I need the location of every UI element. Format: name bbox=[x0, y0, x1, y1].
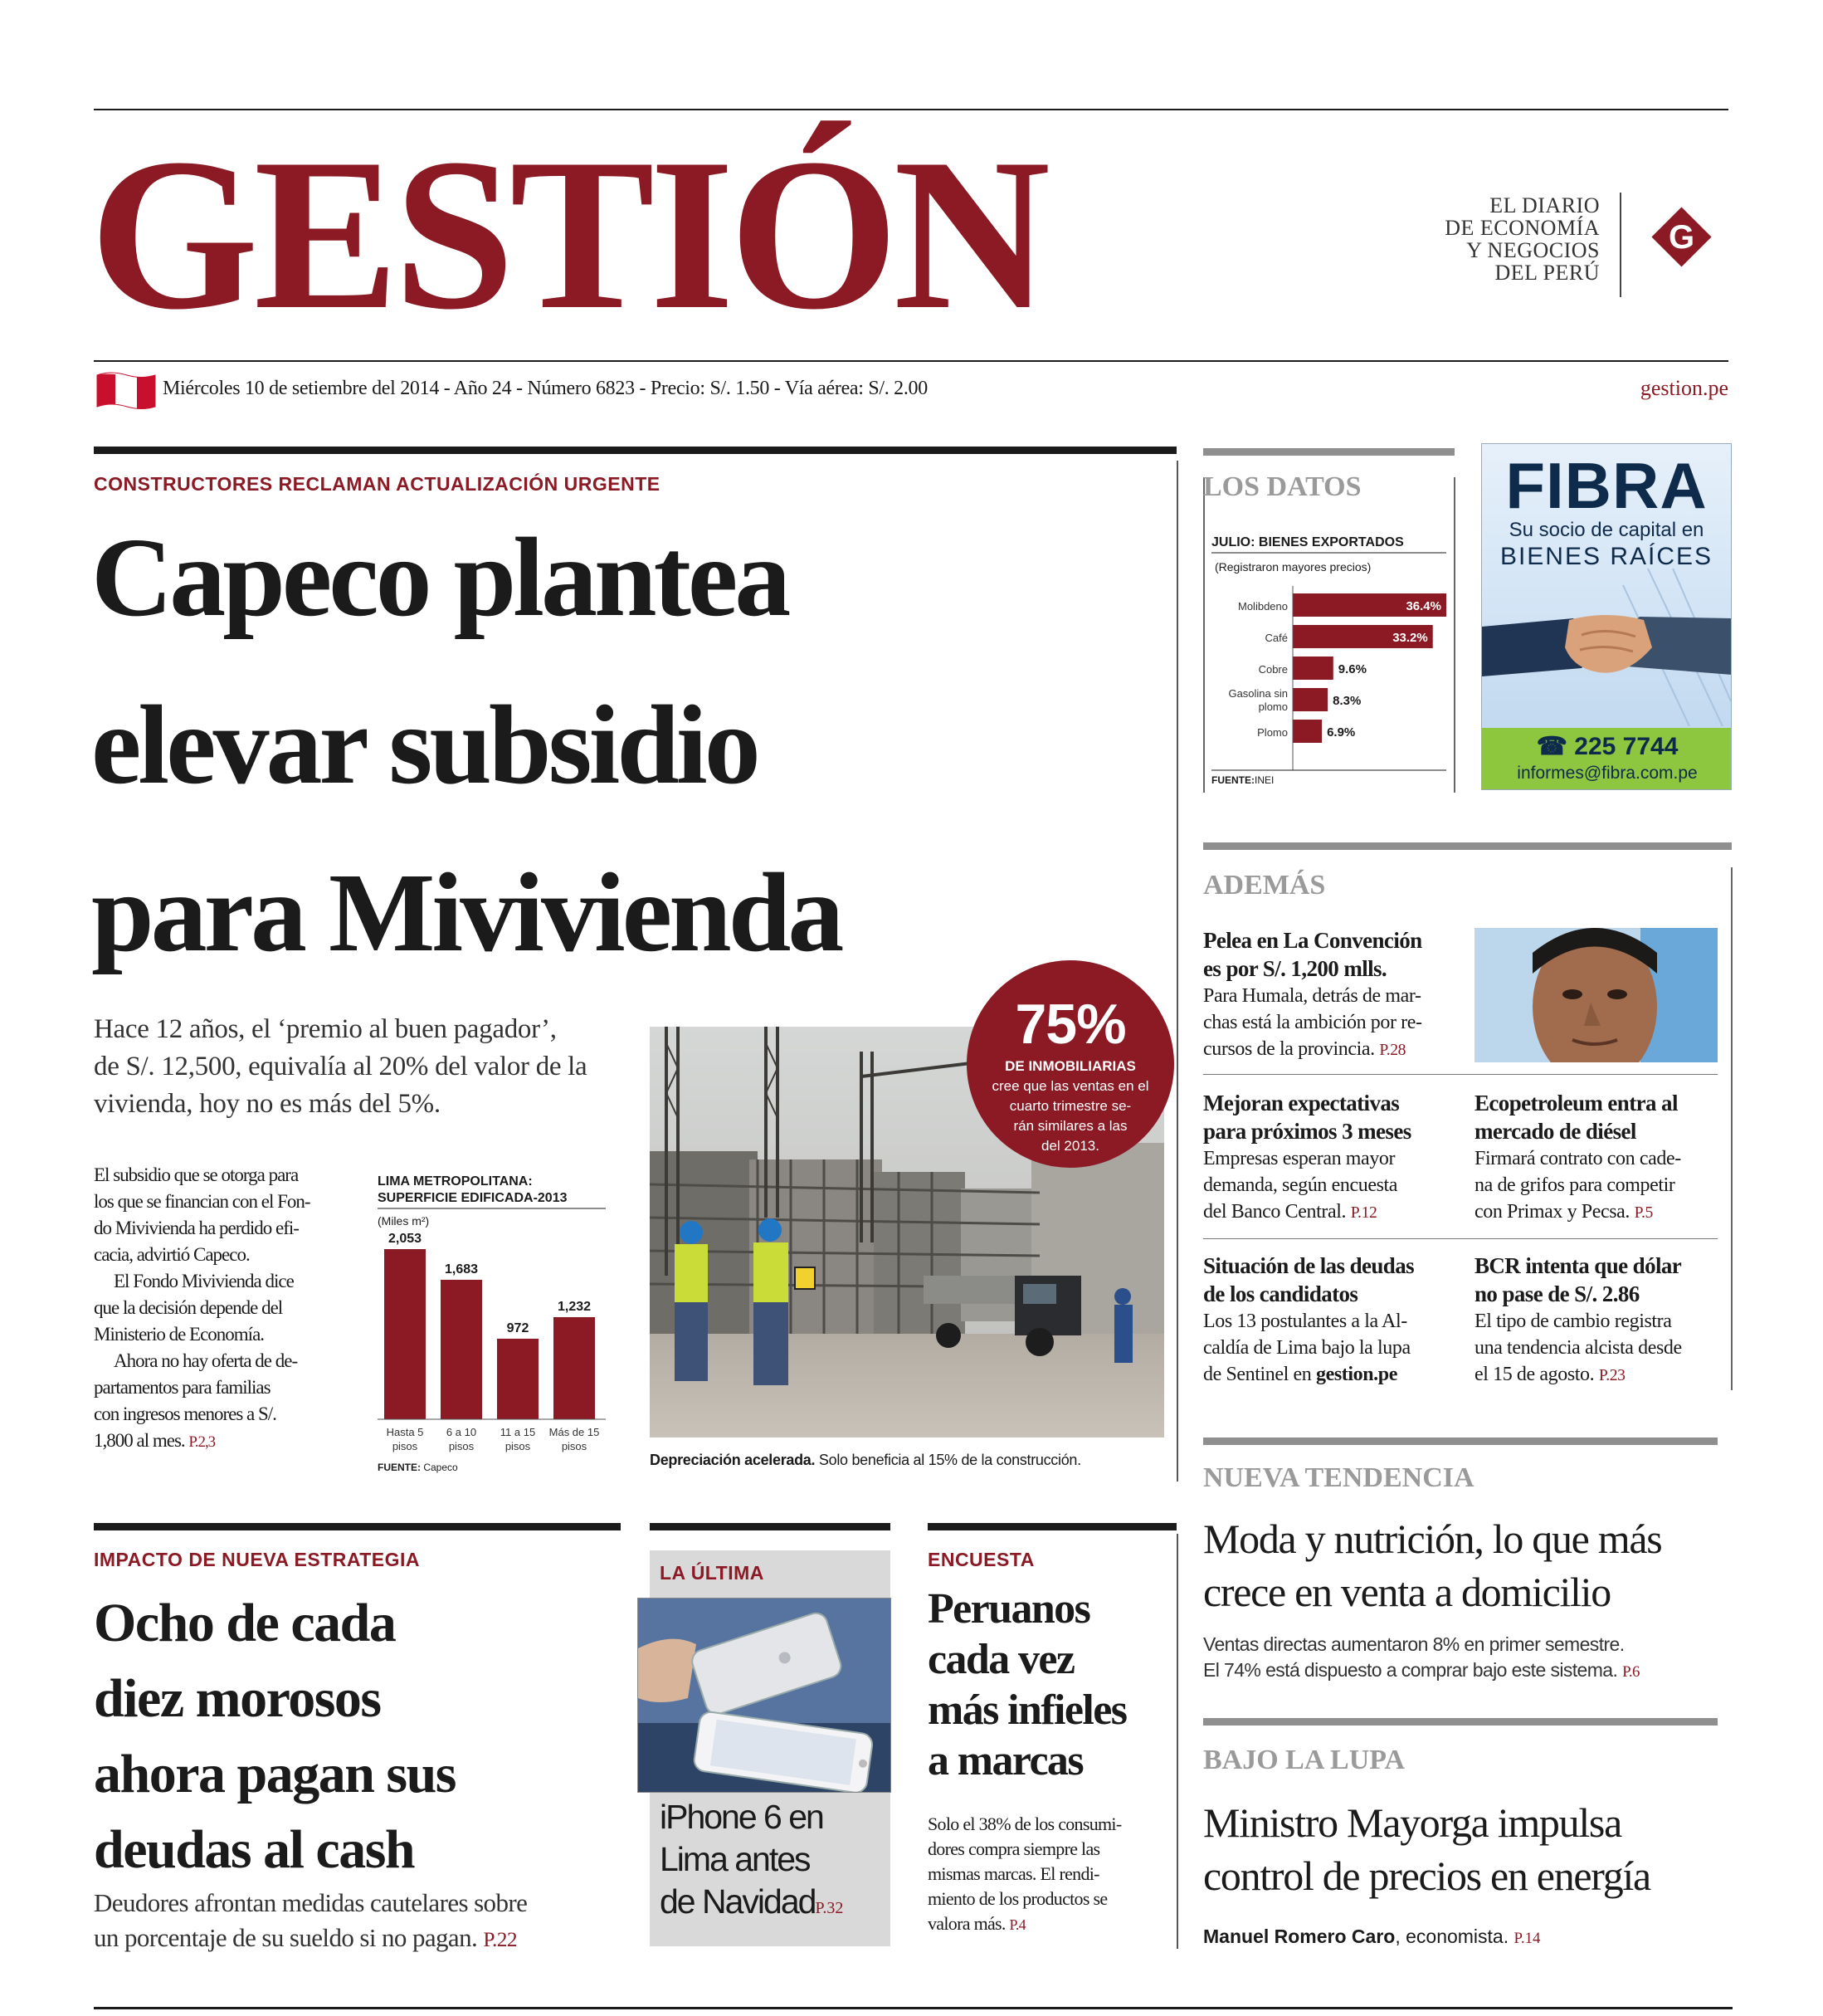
handshake-icon bbox=[1482, 569, 1732, 726]
lupa-top-bar bbox=[1203, 1718, 1718, 1726]
item-title bbox=[1203, 1252, 1460, 1308]
body-line: Ventas directas aumentaron 8% en primer semestre. bbox=[1203, 1633, 1625, 1655]
body-text: con Primax y Pecsa. bbox=[1474, 1201, 1630, 1223]
page-ref[interactable]: P.12 bbox=[1350, 1203, 1377, 1222]
body-line: Para Humala, detrás de mar- bbox=[1203, 985, 1421, 1007]
bar-value-label: 33.2% bbox=[1392, 631, 1428, 645]
source-name: INEI bbox=[1255, 774, 1275, 786]
category-label: Café bbox=[1265, 632, 1288, 644]
body-line: miento de los productos se bbox=[928, 1888, 1108, 1909]
impacto-headline[interactable] bbox=[94, 1585, 456, 1887]
body-line: dores compra siempre las bbox=[928, 1838, 1100, 1859]
category-label: pisos bbox=[561, 1440, 587, 1452]
ademas-row-rule bbox=[1203, 1074, 1718, 1075]
category-label: pisos bbox=[504, 1440, 531, 1452]
page-ref[interactable]: P.23 bbox=[1598, 1366, 1626, 1384]
ultima-top-bar bbox=[650, 1523, 890, 1530]
bar-value-label: 6.9% bbox=[1327, 725, 1356, 740]
title-line: es por S/. 1,200 mlls. bbox=[1203, 956, 1387, 981]
site-link[interactable]: gestion.pe bbox=[1315, 1364, 1397, 1385]
iphone-photo[interactable] bbox=[637, 1598, 891, 1793]
g-badge-icon bbox=[1650, 205, 1713, 269]
headline-line: cada vez bbox=[928, 1636, 1075, 1683]
chart-unit: (Miles m²) bbox=[378, 1214, 430, 1228]
bar-value-label: 972 bbox=[506, 1320, 529, 1335]
category-label: 6 a 10 bbox=[446, 1426, 477, 1438]
headline-line: Peruanos bbox=[928, 1585, 1090, 1633]
title-line bbox=[660, 1881, 843, 1930]
ademas-row-rule bbox=[1203, 1238, 1718, 1239]
ademas-item[interactable] bbox=[1203, 926, 1460, 1063]
item-title bbox=[1474, 1089, 1732, 1145]
item-body bbox=[1203, 1308, 1460, 1388]
body-line: Ahora no hay oferta de de- bbox=[114, 1350, 298, 1371]
item-body bbox=[1474, 1308, 1732, 1389]
lupa-title[interactable] bbox=[1203, 1796, 1650, 1902]
body-line: demanda, según encuesta bbox=[1203, 1174, 1398, 1196]
page-ref[interactable]: P.5 bbox=[1634, 1203, 1653, 1222]
title-line: control de precios en energía bbox=[1203, 1852, 1650, 1899]
title-text: de Navidad bbox=[660, 1882, 816, 1921]
body-line: El tipo de cambio registra bbox=[1474, 1311, 1672, 1332]
stat-bubble bbox=[967, 960, 1174, 1168]
tagline-line: Y NEGOCIOS bbox=[1466, 238, 1600, 262]
ademas-item[interactable] bbox=[1203, 1089, 1460, 1226]
lupa-heading: BAJO LA LUPA bbox=[1203, 1745, 1406, 1775]
title-line: Moda y nutrición, lo que más bbox=[1203, 1516, 1662, 1562]
body-line bbox=[94, 1921, 527, 1957]
headline-line: deudas al cash bbox=[94, 1819, 415, 1880]
body-last-text: 1,800 al mes. bbox=[94, 1430, 185, 1451]
exportados-chart bbox=[1210, 530, 1450, 787]
headline-line: Capeco plantea bbox=[91, 515, 788, 640]
body-text: valora más. bbox=[928, 1913, 1006, 1934]
ad-line2: BIENES RAÍCES bbox=[1499, 543, 1713, 570]
bubble-percent: 75% bbox=[1015, 993, 1126, 1056]
ad-contact-band bbox=[1482, 728, 1732, 789]
category-label: Hasta 5 bbox=[386, 1426, 424, 1438]
bar-value-label: 1,683 bbox=[444, 1262, 479, 1276]
page-ref[interactable]: P.32 bbox=[815, 1899, 844, 1917]
impacto-top-bar bbox=[94, 1523, 621, 1530]
chart-source bbox=[378, 1462, 458, 1473]
bar-value-label: 2,053 bbox=[388, 1232, 422, 1246]
category-label: 11 a 15 bbox=[500, 1426, 536, 1438]
page-ref[interactable]: P.22 bbox=[483, 1928, 517, 1951]
website-link[interactable]: gestion.pe bbox=[1640, 376, 1728, 400]
body-line bbox=[1474, 1361, 1732, 1389]
body-line bbox=[94, 1428, 351, 1456]
item-body bbox=[1474, 1145, 1732, 1226]
encuesta-headline[interactable] bbox=[928, 1584, 1126, 1786]
bar bbox=[1293, 657, 1333, 680]
body-line: partamentos para familias bbox=[94, 1377, 271, 1398]
dateline: Miércoles 10 de setiembre del 2014 - Año 24 - Número 6823 - Precio: S/. 1.50 - Vía aérea: S/. 2.00 bbox=[163, 378, 928, 399]
item-body bbox=[1203, 1145, 1460, 1226]
tagline-line: DEL PERÚ bbox=[1494, 261, 1600, 285]
datos-top-bar bbox=[1203, 448, 1455, 456]
bar bbox=[384, 1249, 426, 1419]
body-line: una tendencia alcista desde bbox=[1474, 1337, 1682, 1359]
ademas-item[interactable] bbox=[1474, 1252, 1732, 1389]
headline-line: para Mivivienda bbox=[91, 851, 841, 975]
peru-flag-icon bbox=[94, 370, 158, 412]
body-text: cursos de la provincia. bbox=[1203, 1038, 1375, 1060]
title-line: Ecopetroleum entra al bbox=[1474, 1091, 1678, 1115]
bubble-line: cuarto trimestre se- bbox=[1009, 1098, 1132, 1114]
title-line: Lima antes bbox=[660, 1840, 810, 1878]
body-line: caldía de Lima bajo la lupa bbox=[1203, 1337, 1411, 1359]
category-label: Más de 15 bbox=[548, 1426, 600, 1438]
body-line: do Mivivienda ha perdido efi- bbox=[94, 1218, 299, 1238]
headline-line: a marcas bbox=[928, 1737, 1083, 1784]
page-ref[interactable]: P.6 bbox=[1622, 1663, 1640, 1681]
body-line bbox=[1203, 1361, 1460, 1388]
chart-subtitle: (Registraron mayores precios) bbox=[1215, 560, 1372, 574]
bubble-subject: DE INMOBILIARIAS bbox=[1005, 1058, 1136, 1074]
body-line bbox=[1203, 1036, 1460, 1063]
body-line: chas está la ambición por re- bbox=[1203, 1012, 1422, 1033]
body-line: que la decisión depende del bbox=[94, 1297, 283, 1318]
bar-value-label: 1,232 bbox=[557, 1299, 592, 1314]
tagline-line: DE ECONOMÍA bbox=[1445, 216, 1600, 240]
bar bbox=[441, 1280, 482, 1419]
title-line: Situación de las deudas bbox=[1203, 1253, 1415, 1278]
bar bbox=[1293, 688, 1328, 711]
deck-line: vivienda, hoy no es más del 5%. bbox=[94, 1089, 441, 1119]
masthead-tagline bbox=[1394, 194, 1600, 284]
page-ref[interactable]: P.4 bbox=[1009, 1916, 1026, 1933]
tendencia-top-bar bbox=[1203, 1438, 1718, 1445]
column-separator bbox=[1177, 461, 1178, 1481]
datos-right-rule bbox=[1454, 477, 1455, 793]
title-line: crece en venta a domicilio bbox=[1203, 1569, 1611, 1615]
bar bbox=[1293, 720, 1322, 743]
tagline-line: EL DIARIO bbox=[1489, 193, 1600, 217]
fibra-ad[interactable] bbox=[1481, 443, 1732, 790]
body-line bbox=[1203, 1198, 1460, 1226]
masthead-logo[interactable]: GESTIÓN bbox=[90, 114, 1046, 354]
superficie-chart bbox=[369, 1170, 610, 1477]
encuesta-top-bar bbox=[928, 1523, 1177, 1530]
ad-line1: Su socio de capital en bbox=[1509, 519, 1704, 541]
title-line: no pase de S/. 2.86 bbox=[1474, 1281, 1640, 1306]
item-title bbox=[1474, 1252, 1732, 1308]
politician-photo[interactable] bbox=[1474, 928, 1718, 1062]
title-line: BCR intenta que dólar bbox=[1474, 1253, 1682, 1278]
ad-email: informes@fibra.com.pe bbox=[1517, 764, 1698, 783]
headline-line: más infieles bbox=[928, 1687, 1127, 1734]
ademas-item[interactable] bbox=[1474, 1089, 1732, 1226]
title-line: Mejoran expectativas bbox=[1203, 1091, 1400, 1115]
body-line: El subsidio que se otorga para bbox=[94, 1164, 299, 1185]
tendencia-heading: NUEVA TENDENCIA bbox=[1203, 1462, 1474, 1493]
tendencia-body bbox=[1203, 1632, 1640, 1685]
tagline-divider bbox=[1620, 193, 1621, 297]
body-line: mismas marcas. El rendi- bbox=[928, 1863, 1099, 1884]
headline-line: ahora pagan sus bbox=[94, 1744, 456, 1804]
source-label: FUENTE: bbox=[1211, 774, 1255, 786]
bubble-line: cree que las ventas en el bbox=[992, 1078, 1149, 1094]
headline-line: diez morosos bbox=[94, 1668, 381, 1729]
badge-letter: G bbox=[1668, 219, 1695, 256]
chart-title: JULIO: BIENES EXPORTADOS bbox=[1211, 535, 1404, 549]
photo-caption bbox=[650, 1450, 1081, 1470]
category-label: Plomo bbox=[1257, 726, 1288, 739]
body-line: Empresas esperan mayor bbox=[1203, 1148, 1396, 1169]
bar-value-label: 36.4% bbox=[1406, 599, 1441, 613]
body-line bbox=[1203, 1657, 1640, 1685]
page-ref[interactable]: P.14 bbox=[1513, 1930, 1541, 1947]
lead-headline[interactable] bbox=[91, 494, 841, 997]
category-label: plomo bbox=[1258, 700, 1288, 713]
encuesta-body bbox=[928, 1812, 1121, 1937]
title-line: Ministro Mayorga impulsa bbox=[1203, 1799, 1621, 1846]
body-text: El 74% está dispuesto a comprar bajo este sistema. bbox=[1203, 1659, 1618, 1681]
chart-title: SUPERFICIE EDIFICADA-2013 bbox=[378, 1191, 568, 1205]
body-line: Solo el 38% de los consumi- bbox=[928, 1813, 1122, 1834]
lead-body bbox=[94, 1162, 351, 1456]
title-line: Pelea en La Convención bbox=[1203, 928, 1422, 953]
page-ref[interactable]: P.28 bbox=[1379, 1041, 1406, 1059]
masthead-top-rule bbox=[94, 109, 1728, 110]
title-line: mercado de diésel bbox=[1474, 1119, 1636, 1144]
headline-line: elevar subsidio bbox=[91, 683, 758, 808]
encuesta-kicker: ENCUESTA bbox=[928, 1549, 1035, 1570]
page-ref[interactable]: P.2,3 bbox=[188, 1433, 216, 1451]
body-line: Ministerio de Economía. bbox=[94, 1324, 265, 1345]
bar-value-label: 8.3% bbox=[1333, 694, 1362, 708]
bar bbox=[553, 1317, 595, 1419]
item-title bbox=[1203, 926, 1460, 983]
ademas-item[interactable] bbox=[1203, 1252, 1460, 1388]
chart-source bbox=[1211, 774, 1274, 786]
body-line: Firmará contrato con cade- bbox=[1474, 1148, 1681, 1169]
lead-kicker: CONSTRUCTORES RECLAMAN ACTUALIZACIÓN URGENTE bbox=[94, 473, 660, 495]
ademas-top-bar bbox=[1203, 842, 1732, 850]
caption-bold: Depreciación acelerada. bbox=[650, 1452, 816, 1468]
headline-line: Ocho de cada bbox=[94, 1593, 396, 1653]
source-name: Capeco bbox=[423, 1462, 458, 1473]
datos-left-rule bbox=[1203, 477, 1205, 793]
title-line: iPhone 6 en bbox=[660, 1798, 823, 1836]
category-label: Molibdeno bbox=[1238, 600, 1288, 613]
lead-deck bbox=[94, 1011, 587, 1123]
lupa-byline bbox=[1203, 1924, 1541, 1951]
body-line bbox=[928, 1911, 1121, 1937]
tendencia-title[interactable] bbox=[1203, 1512, 1661, 1618]
author-role: , economista. bbox=[1395, 1926, 1509, 1947]
bubble-line: rán similares a las bbox=[1013, 1118, 1128, 1134]
body-line: na de grifos para competir bbox=[1474, 1174, 1675, 1196]
item-body bbox=[1203, 983, 1460, 1063]
bubble-line: del 2013. bbox=[1041, 1138, 1099, 1154]
body-text: el 15 de agosto. bbox=[1474, 1364, 1595, 1385]
impacto-body bbox=[94, 1886, 527, 1957]
category-label: pisos bbox=[448, 1440, 475, 1452]
category-label: Cobre bbox=[1258, 663, 1288, 676]
ultima-kicker: LA ÚLTIMA bbox=[660, 1562, 764, 1584]
item-title bbox=[1203, 1089, 1460, 1145]
ultima-title bbox=[660, 1796, 843, 1930]
impacto-kicker: IMPACTO DE NUEVA ESTRATEGIA bbox=[94, 1549, 421, 1570]
source-label: FUENTE: bbox=[378, 1462, 424, 1473]
body-line: cacia, advirtió Capeco. bbox=[94, 1244, 250, 1265]
dateline-top-rule bbox=[94, 360, 1728, 362]
author-name: Manuel Romero Caro bbox=[1203, 1926, 1396, 1947]
body-line: Deudores afrontan medidas cautelares sobre bbox=[94, 1888, 528, 1917]
body-line bbox=[1474, 1198, 1732, 1226]
body-line: con ingresos menores a S/. bbox=[94, 1403, 276, 1424]
ad-brand: FIBRA bbox=[1505, 449, 1708, 522]
datos-heading: LOS DATOS bbox=[1203, 471, 1362, 502]
ad-phone: ☎ 225 7744 bbox=[1536, 733, 1679, 760]
page-bottom-rule bbox=[94, 2007, 1733, 2009]
column-separator bbox=[1177, 1534, 1178, 1949]
bar bbox=[497, 1339, 539, 1419]
category-label: pisos bbox=[392, 1440, 418, 1452]
ademas-heading: ADEMÁS bbox=[1203, 870, 1326, 901]
body-line: los que se financian con el Fon- bbox=[94, 1191, 310, 1212]
bar-value-label: 9.6% bbox=[1338, 662, 1367, 676]
chart-title: LIMA METROPOLITANA: bbox=[378, 1174, 533, 1189]
deck-line: de S/. 12,500, equivalía al 20% del valor de la bbox=[94, 1052, 587, 1081]
body-text: un porcentaje de su sueldo si no pagan. bbox=[94, 1923, 478, 1952]
body-text: del Banco Central. bbox=[1203, 1201, 1347, 1223]
body-line: Los 13 postulantes a la Al- bbox=[1203, 1311, 1407, 1332]
body-line: El Fondo Mivivienda dice bbox=[114, 1271, 294, 1291]
title-line: de los candidatos bbox=[1203, 1281, 1358, 1306]
body-text: de Sentinel en bbox=[1203, 1364, 1316, 1385]
lead-top-bar bbox=[94, 447, 1177, 454]
deck-line: Hace 12 años, el ‘premio al buen pagador’, bbox=[94, 1014, 557, 1044]
category-label: Gasolina sin bbox=[1228, 687, 1288, 700]
title-line: para próximos 3 meses bbox=[1203, 1119, 1411, 1144]
caption-text: Solo beneficia al 15% de la construcción. bbox=[815, 1452, 1081, 1468]
